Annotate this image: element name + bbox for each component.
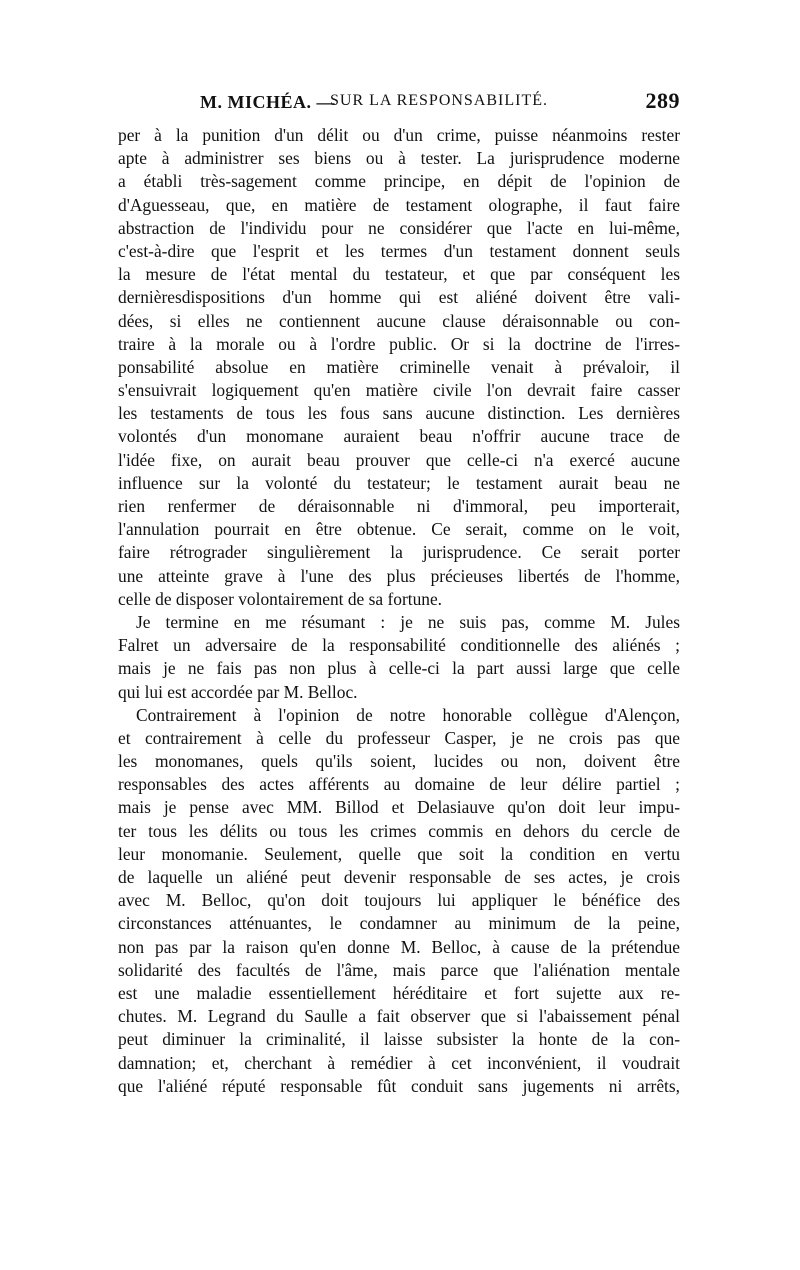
text-line: peut diminuer la criminalité, il laisse subsister la honte de la con- — [118, 1029, 680, 1050]
text-line: leur monomanie. Seulement, quelle que soit la condition en vertu — [118, 843, 680, 864]
text-line: dées, si elles ne contiennent aucune clause déraisonnable ou con- — [118, 310, 680, 331]
text-line: faire rétrograder singulièrement la jurisprudence. Ce serait porter — [118, 542, 680, 563]
text-line: que l'aliéné réputé responsable fût conduit sans jugements ni arrêts, — [118, 1075, 680, 1096]
text-line: est une maladie essentiellement héréditaire et fort sujette aux re- — [118, 982, 680, 1003]
text-line: ponsabilité absolue en matière criminelle venait à prévaloir, il — [118, 356, 680, 377]
text-line: non pas par la raison qu'en donne M. Belloc, à cause de la prétendue — [118, 936, 680, 957]
running-header — [118, 88, 680, 118]
text-line: c'est-à-dire que l'esprit et les termes d'un testament donnent seuls — [118, 240, 680, 261]
text-line: mais je pense avec MM. Billod et Delasiauve qu'on doit leur impu- — [118, 797, 680, 818]
text-line: rien renfermer de déraisonnable ni d'immoral, peu importerait, — [118, 496, 680, 516]
text-line: les testaments de tous les fous sans aucune distinction. Les dernières — [118, 403, 680, 424]
text-line: Je termine en me résumant : je ne suis pas, comme M. Jules — [136, 611, 680, 632]
text-line: dernièresdispositions d'un homme qui est aliéné doivent être vali- — [118, 287, 680, 308]
text-line: d'Aguesseau, que, en matière de testament olographe, il faut faire — [118, 194, 680, 215]
text-line: s'ensuivrait logiquement qu'en matière civile l'on devrait faire casser — [118, 380, 680, 401]
text-line: qui lui est accordée par M. Belloc. — [118, 681, 358, 702]
text-line: apte à administrer ses biens ou à tester. La jurisprudence moderne — [118, 148, 680, 169]
text-line: abstraction de l'individu pour ne considérer que l'acte en lui-même, — [118, 217, 680, 238]
text-line: Falret un adversaire de la responsabilité conditionnelle des aliénés ; — [118, 635, 680, 656]
text-line: une atteinte grave à l'une des plus précieuses libertés de l'homme, — [118, 565, 680, 586]
page-number: 289 — [645, 88, 680, 113]
text-line: la mesure de l'état mental du testateur, et que par conséquent les — [118, 264, 680, 285]
text-line: Contrairement à l'opinion de notre honorable collègue d'Alençon, — [136, 704, 680, 725]
text-line: ter tous les délits ou tous les crimes commis en dehors du cercle de — [118, 820, 680, 841]
text-line: traire à la morale ou à l'ordre public. Or si la doctrine de l'irres- — [118, 333, 680, 354]
text-line: responsables des actes afférents au domaine de leur délire partiel ; — [118, 774, 680, 795]
text-line: celle de disposer volontairement de sa fortune. — [118, 588, 443, 609]
text-line: et contrairement à celle du professeur Casper, je ne crois pas que — [118, 727, 680, 748]
text-line: influence sur la volonté du testateur; le testament aurait beau ne — [118, 472, 680, 493]
text-line: de laquelle un aliéné peut devenir responsable de ses actes, je crois — [118, 867, 680, 887]
book-page — [118, 88, 680, 1098]
running-head-author: M. MICHÉA. — — [200, 92, 335, 112]
text-line: mais je ne fais pas non plus à celle-ci la part aussi large que celle — [118, 658, 680, 679]
text-line: circonstances atténuantes, le condamner au minimum de la peine, — [118, 913, 680, 934]
text-line: les monomanes, quels qu'ils soient, lucides ou non, doivent être — [118, 751, 680, 772]
text-line: l'annulation pourrait en être obtenue. Ce serait, comme on le voit, — [118, 519, 680, 540]
body-text — [118, 124, 680, 1098]
text-line: damnation; et, cherchant à remédier à cet inconvénient, il voudrait — [118, 1052, 680, 1073]
text-line: volontés d'un monomane auraient beau n'offrir aucune trace de — [118, 426, 680, 447]
running-head-title: SUR LA RESPONSABILITÉ. — [330, 92, 549, 109]
text-line: per à la punition d'un délit ou d'un crime, puisse néanmoins rester — [118, 125, 680, 145]
text-line: solidarité des facultés de l'âme, mais parce que l'aliénation mentale — [118, 959, 680, 980]
text-line: l'idée fixe, on aurait beau prouver que celle-ci n'a exercé aucune — [118, 449, 680, 470]
text-line: a établi très-sagement comme principe, en dépit de l'opinion de — [118, 171, 680, 192]
text-line: avec M. Belloc, qu'on doit toujours lui appliquer le bénéfice des — [118, 890, 680, 911]
text-line: chutes. M. Legrand du Saulle a fait observer que si l'abaissement pénal — [118, 1006, 680, 1027]
